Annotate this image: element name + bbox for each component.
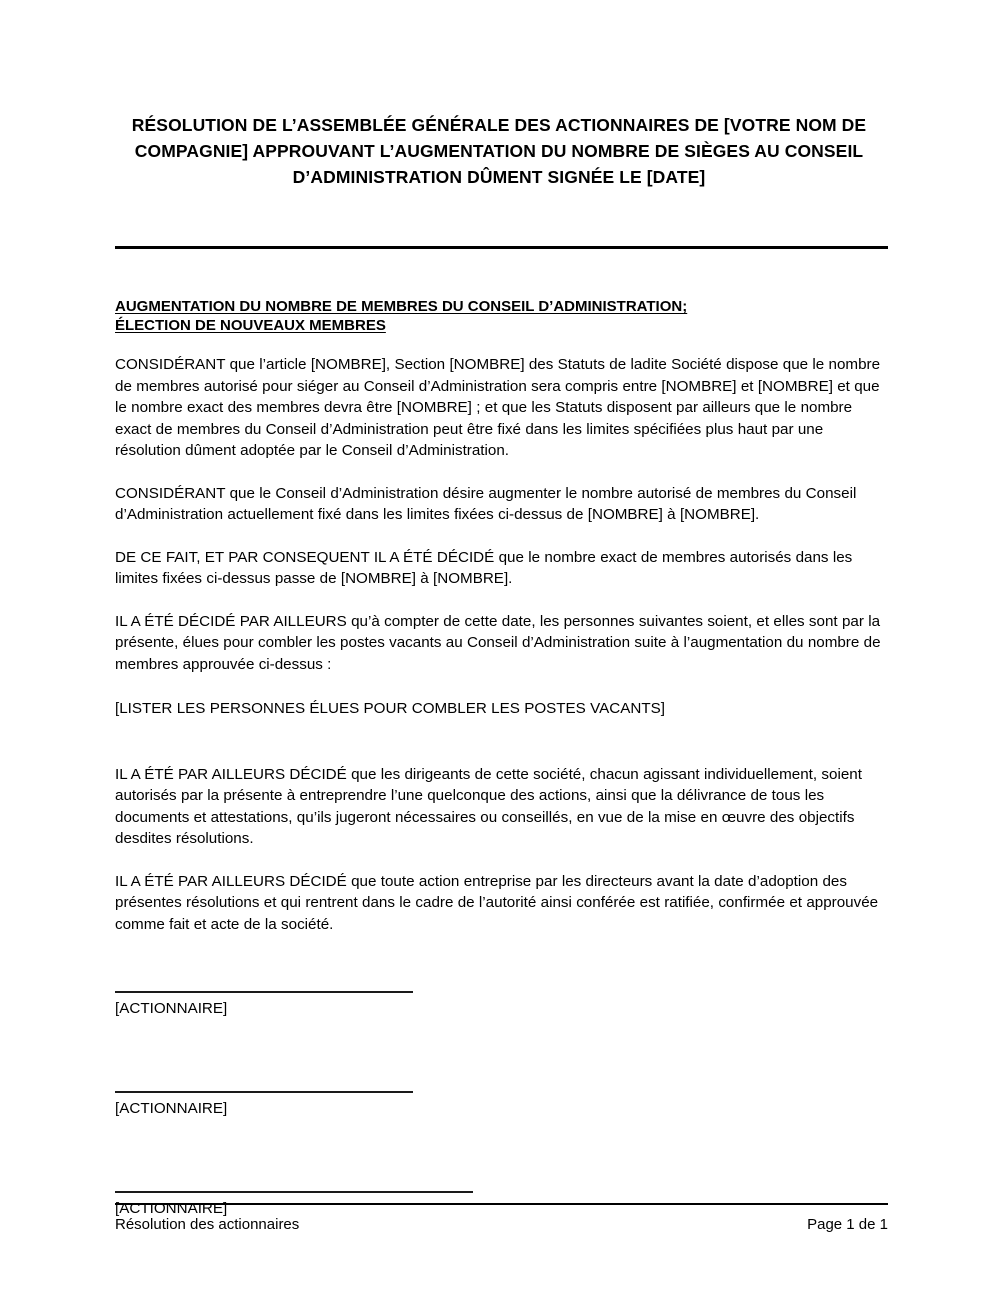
document-content xyxy=(115,0,888,1219)
paragraph-dirigeants-autorises: IL A ÉTÉ PAR AILLEURS DÉCIDÉ que les dirigeants de cette société, chacun agissant individuellement, soient autorisés par la présente à entreprendre l’une quelconque des actions, ainsi que la délivrance de tous les documents et attestations, qu’ils jugeront nécessaires ou conseillés, en vue de la mise en œuvre des objectifs desdites résolutions. xyxy=(115,765,862,847)
paragraph-decide-par-ailleurs: IL A ÉTÉ DÉCIDÉ PAR AILLEURS qu’à compter de cette date, les personnes suivantes soient, et elles sont par la présente, élues pour combler les postes vacants au Conseil d’Administration suite à l’augmentation du nombre de membres approuvée ci-dessus : xyxy=(115,612,881,673)
signature-block xyxy=(115,991,888,1219)
title-divider xyxy=(115,246,888,249)
signature-group-2 xyxy=(115,1091,888,1119)
section-heading-line-1: AUGMENTATION DU NOMBRE DE MEMBRES DU CONSEIL D’ADMINISTRATION; xyxy=(115,298,688,315)
paragraph-de-ce-fait: DE CE FAIT, ET PAR CONSEQUENT IL A ÉTÉ DÉCIDÉ que le nombre exact de membres autorisés dans les limites fixées ci-dessus passe de [NOMBRE] à [NOMBRE]. xyxy=(115,548,853,587)
footer-page-number: Page 1 de 1 xyxy=(807,1216,888,1233)
paragraph-lister-personnes-placeholder: [LISTER LES PERSONNES ÉLUES POUR COMBLER LES POSTES VACANTS] xyxy=(115,700,665,717)
paragraph-considerant-augmentation: CONSIDÉRANT que le Conseil d’Administration désire augmenter le nombre autorisé de membres du Conseil d’Administration actuellement fixé dans les limites fixées ci-dessus de [NOMBRE] à [NOMBRE]. xyxy=(115,484,857,523)
page-footer xyxy=(115,1203,888,1235)
section-heading-line-2: ÉLECTION DE NOUVEAUX MEMBRES xyxy=(115,317,386,334)
footer-row xyxy=(115,1205,888,1235)
section-heading xyxy=(115,297,888,335)
paragraph-considerant-article: CONSIDÉRANT que l’article [NOMBRE], Section [NOMBRE] des Statuts de ladite Société dispose que le nombre de membres autorisé pour siéger au Conseil d’Administration sera compris entre [NOMBRE] et [NOMBRE] et que le nombre exact des membres devra être [NOMBRE] ; et que les Statuts disposent par ailleurs que le nombre exact de membres du Conseil d’Administration peut être fixé dans les limites spécifiées plus haut par une résolution dûment adoptée par le Conseil d’Administration. xyxy=(115,356,881,459)
signature-label-1: [ACTIONNAIRE] xyxy=(115,1000,228,1017)
page-title: RÉSOLUTION DE L’ASSEMBLÉE GÉNÉRALE DES ACTIONNAIRES DE [VOTRE NOM DE COMPAGNIE] APPROUVANT L’AUGMENTATION DU NOMBRE DE SIÈGES AU CONSEIL D’ADMINISTRATION DÛMENT SIGNÉE LE [DATE] xyxy=(131,115,867,187)
signature-label-2: [ACTIONNAIRE] xyxy=(115,1100,228,1117)
paragraph-ratification: IL A ÉTÉ PAR AILLEURS DÉCIDÉ que toute action entreprise par les directeurs avant la date d’adoption des présentes résolutions et qui rentrent dans le cadre de l’autorité ainsi conférée est ratifiée, confirmée et approuvée comme fait et acte de la société. xyxy=(115,872,879,933)
footer-document-name: Résolution des actionnaires xyxy=(115,1216,300,1233)
signature-group-1 xyxy=(115,991,888,1019)
signature-label-3: [ACTIONNAIRE] xyxy=(115,1200,228,1217)
